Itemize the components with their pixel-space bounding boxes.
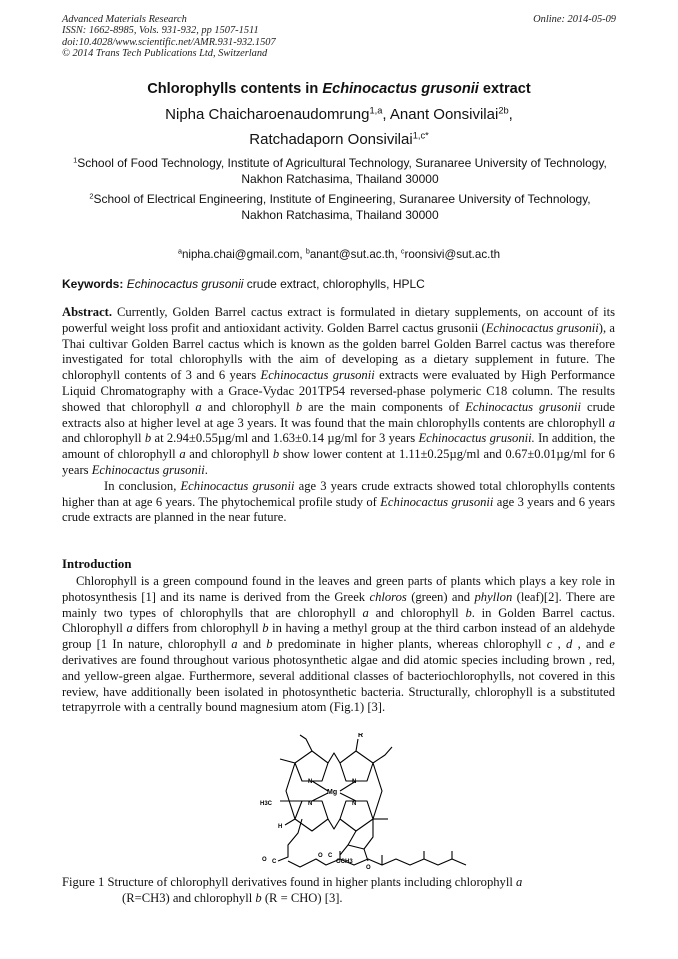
email-a: nipha.chai@gmail.com,: [181, 248, 306, 261]
abstract-italic: Echinocactus grusonii: [380, 494, 494, 509]
abstract-italic: a: [179, 447, 186, 462]
intro-italic: a: [126, 621, 133, 636]
abstract-text: Currently, Golden Barrel cactus extract is formulated in dietary supplements, on account of its powerful weight loss profit and antioxidant activity. Golden Barrel cactus grusonii (: [62, 305, 615, 335]
online-date: Online: 2014-05-09: [533, 14, 616, 25]
author-3: Ratchadaporn Oonsivilai: [249, 131, 413, 148]
hydrogen-bond-d: [285, 819, 295, 825]
authors-line-1: [0, 104, 678, 126]
paper-title: [0, 81, 678, 97]
affiliation-1: [70, 156, 610, 187]
meso-bridge-bottom: [328, 819, 340, 829]
title-prefix: Chlorophylls contents in: [147, 81, 323, 97]
phytol-tail: [288, 859, 466, 867]
authors-line-2: [0, 129, 678, 151]
n-label-c: N: [352, 801, 357, 807]
abstract-text: and chlorophyll: [185, 447, 273, 462]
c-label-ester: C: [328, 853, 333, 859]
journal-copyright: © 2014 Trans Tech Publications Ltd, Switzerland: [62, 48, 268, 60]
author-3-sup: 1,c*: [412, 130, 429, 141]
pyrrole-ring-a: [295, 751, 328, 781]
o-label: O: [366, 865, 371, 871]
c-label-chain: C: [272, 859, 277, 865]
figure-caption: [62, 875, 615, 907]
title-species: Echinocactus grusonii: [322, 81, 479, 97]
keywords-rest: crude extract, chlorophylls, HPLC: [243, 277, 425, 291]
keywords: [62, 277, 622, 291]
abstract-italic: Echinocactus grusonii: [91, 462, 205, 477]
author-emails: [0, 248, 678, 261]
abstract-italic: b: [295, 399, 303, 414]
abstract-text: and chlorophyll: [62, 431, 145, 446]
abstract-italic: a: [195, 399, 202, 414]
phytol-methyl-branches: [340, 851, 452, 865]
caption-text: (R = CHO) [3].: [261, 890, 343, 905]
abstract-italic: b: [144, 431, 152, 446]
abstract-italic: b: [272, 447, 280, 462]
intro-italic: phyllon: [474, 589, 513, 604]
intro-italic: chloros: [369, 589, 407, 604]
email-c-sup: c: [400, 246, 405, 256]
intro-text: Chlorophyll is a green compound found in the leaves and green parts of plants which plays a key role in photosynthesis [1] and its name is derived from the Greek: [62, 574, 615, 604]
affiliation-1-sup: 1: [73, 155, 78, 165]
intro-text: differs from chlorophyll: [132, 621, 263, 636]
intro-italic: e: [609, 637, 616, 652]
keywords-label: Keywords:: [62, 277, 124, 291]
intro-text: (leaf)[2]. There are mainly two types of chlorophylls that are chlorophyll: [62, 589, 616, 620]
email-b: anant@sut.ac.th,: [309, 248, 401, 261]
abstract: [62, 305, 615, 526]
n-label-a: N: [308, 779, 313, 785]
abstract-paragraph-1: [62, 305, 615, 479]
abstract-italic: Echinocactus grusonii.: [418, 431, 535, 446]
intro-text: and: [237, 637, 267, 652]
caption-text: (R=CH3) and chlorophyll: [122, 890, 256, 905]
abstract-text: and chlorophyll: [201, 399, 296, 414]
email-b-sup: b: [305, 246, 310, 256]
abstract-text: .: [204, 462, 208, 477]
intro-italic: a: [362, 605, 369, 620]
caption-italic: b: [255, 890, 262, 905]
abstract-text: crude extracts also at higher level at age 3 years. It was found that the main chlorophylls contents are chlorophyll: [62, 399, 615, 430]
n-label-b: N: [352, 779, 357, 785]
intro-text: derivatives are found throughout various photosynthetic algae and did atomic species including brown , red, and yellow-green algae. Furthermore, several additional classes of bacteriochlorophylls, not covered in this review, have additionally been isolated in photosynthetic bacteria. Structurally, chlorophyll is a substituted tetrapyrrole with a centrally bound magnesium atom (Fig.1) [3].: [62, 652, 615, 715]
abstract-text: age 3 years crude extracts showed total chlorophylls contents higher than at age 6 years. The phytochemical profile study of: [62, 478, 615, 509]
intro-text: . in Golden Barrel cactus. Chlorophyll: [62, 605, 615, 636]
affiliation-1-text: School of Food Technology, Institute of Agricultural Technology, Suranaree University of Technology, Nakhon Ratchasima, Thailand 30000: [77, 156, 607, 186]
mg-label: Mg: [327, 789, 338, 796]
abstract-italic: Echinocactus grusonii: [485, 320, 599, 335]
abstract-text: In conclusion,: [104, 478, 181, 493]
abstract-italic: a: [608, 415, 615, 430]
h3c-label: H3C: [260, 801, 273, 807]
ethyl-group: [373, 747, 392, 763]
abstract-italic: Echinocactus grusonii: [260, 368, 375, 383]
meso-bridge-top: [328, 753, 340, 763]
meso-bridge-right: [373, 763, 382, 819]
r-substituent-bond: [356, 739, 358, 751]
h-label: H: [278, 824, 283, 830]
o-label-chain: O: [262, 857, 267, 863]
journal-issn: ISSN: 1662-8985, Vols. 931-932, pp 1507-1511: [62, 25, 259, 37]
introduction-heading: Introduction: [62, 557, 132, 571]
journal-meta: [62, 14, 276, 60]
author-2: Anant Oonsivilai: [389, 106, 499, 123]
email-a-sup: a: [177, 246, 182, 256]
affiliation-2-sup: 2: [89, 191, 94, 201]
intro-text: ,: [552, 637, 567, 652]
r-label: R: [358, 733, 364, 739]
caption-italic: a: [516, 875, 523, 889]
o-label-ester: O: [318, 853, 323, 859]
pyrrole-ring-b: [340, 751, 373, 781]
affiliation-2-text: School of Electrical Engineering, Institute of Engineering, Suranaree University of Technology, Nakhon Ratchasima, Thailand 30000: [93, 192, 591, 222]
journal-doi: doi:10.4028/www.scientific.net/AMR.931-932.1507: [62, 36, 276, 48]
meso-bridge-left: [286, 763, 295, 819]
author-1-sup: 1,a: [369, 105, 383, 116]
author-sep: ,: [382, 106, 390, 123]
abstract-text: age 3 years and 6 years crude extracts are planned in the near future.: [62, 494, 615, 525]
email-c: roonsivi@sut.ac.th: [404, 248, 501, 261]
keywords-species: Echinocactus grusonii: [126, 277, 244, 291]
abstract-text: at 2.94±0.55µg/ml and 1.63±0.14 µg/ml for 3 years: [151, 431, 419, 446]
abstract-italic: Echinocactus grusonii: [465, 399, 582, 414]
n-label-d: N: [308, 801, 313, 807]
isocyclic-ring: [348, 819, 373, 849]
pyrrole-ring-c: [340, 801, 373, 831]
abstract-text: ), a Thai cultivar Golden Barrel cactus which is known as the golden barrel Golden Barrel cactus was therefore investigated for total chlorophylls with the aim of developing as a dietary supplement in future. The chlorophyll contents of 3 and 6 years: [62, 320, 615, 383]
abstract-text: extracts were evaluated by High Performance Liquid Chromatography with a Grace-Vydac 201TP54 reversed-phase polymeric C18 column. The results showed that chlorophyll: [62, 368, 615, 414]
author-1: Nipha Chaicharoenaudomrung: [165, 106, 370, 123]
abstract-paragraph-2: [62, 479, 615, 526]
intro-italic: c: [546, 637, 553, 652]
abstract-text: In addition, the amount of chlorophyll: [62, 431, 615, 462]
och3-label: OCH3: [336, 859, 353, 865]
chlorophyll-structure-figure: [240, 733, 470, 871]
intro-italic: a: [231, 637, 238, 652]
abstract-label: Abstract.: [62, 305, 113, 319]
caption-text: Figure 1 Structure of chlorophyll derivatives found in higher plants including chlorophyll: [62, 875, 516, 889]
journal-name: Advanced Materials Research: [62, 14, 187, 25]
vinyl-group: [300, 735, 312, 751]
intro-text: (green) and: [406, 589, 475, 604]
intro-text: and chlorophyll: [368, 605, 466, 620]
intro-text: predominate in higher plants, whereas chlorophyll: [272, 637, 547, 652]
intro-text: in having a methyl group at the third carbon instead of an aldehyde group [1 In nature, chlorophyll: [62, 621, 615, 652]
abstract-text: show lower content at 1.11±0.25µg/ml and 0.67±0.01µg/ml for 6 years: [62, 447, 615, 477]
introduction-paragraph: [62, 574, 615, 716]
intro-italic: d: [566, 637, 573, 652]
title-suffix: extract: [478, 81, 531, 97]
ester-bond: [340, 845, 348, 855]
affiliation-2: [70, 192, 610, 223]
intro-italic: b: [465, 605, 472, 620]
author-sep: ,: [508, 106, 513, 123]
intro-italic: b: [262, 621, 269, 636]
abstract-text: are the main components of: [302, 399, 466, 414]
intro-text: , and: [572, 637, 610, 652]
intro-italic: b: [266, 637, 273, 652]
author-2-sup: 2b: [498, 105, 509, 116]
caption-continuation: [62, 891, 615, 907]
methyl-group: [280, 759, 295, 763]
abstract-italic: Echinocactus grusonii: [180, 478, 295, 493]
